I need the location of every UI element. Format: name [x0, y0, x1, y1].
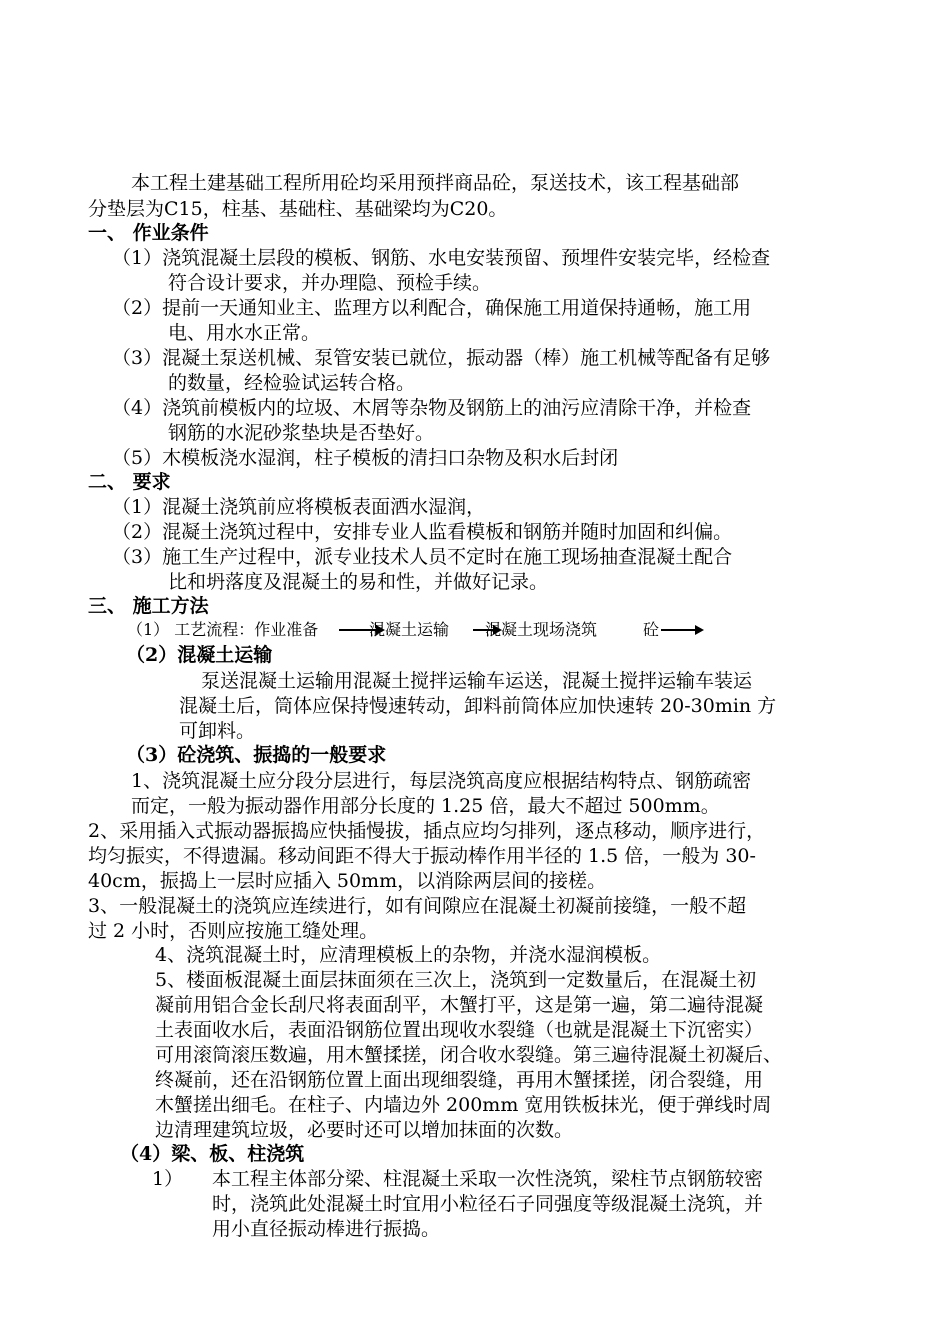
sub4-number: 1） [152, 1168, 184, 1190]
s1-item-5-line-1: （5）木模板浇水湿润，柱子模板的清扫口杂物及积水后封闭 [112, 447, 619, 469]
flow-step-2: 混凝土运输 [369, 620, 450, 639]
sub3-line-5: 40cm，振捣上一层时应插入 50mm，以消除两层间的接槎。 [88, 870, 607, 892]
process-flow [127, 617, 727, 643]
s1-item-3-line-1: （3）混凝土泵送机械、泵管安装已就位，振动器（棒）施工机械等配备有足够 [112, 347, 771, 369]
s1-item-2-line-1: （2）提前一天通知业主、监理方以利配合，确保施工用道保持通畅，施工用 [112, 297, 752, 319]
sub3-line-15: 边清理建筑垃圾，必要时还可以增加抹面的次数。 [155, 1119, 574, 1141]
s2-item-1-line-1: （1）混凝土浇筑前应将模板表面洒水湿润， [112, 496, 486, 518]
flow-label: （1） 工艺流程：作业准备 [127, 620, 319, 639]
flow-arrow-3 [661, 629, 695, 631]
sub3-line-14: 木蟹搓出细毛。在柱子、内墙边外 200mm 宽用铁板抹光，便于弹线时周 [155, 1094, 772, 1116]
intro-line-2: 分垫层为C15，柱基、基础柱、基础梁均为C20。 [88, 198, 508, 220]
s1-item-4-line-1: （4）浇筑前模板内的垃圾、木屑等杂物及钢筋上的油污应清除干净，并检查 [112, 397, 752, 419]
sub3-line-4: 均匀振实，不得遗漏。移动间距不得大于振动棒作用半径的 1.5 倍，一般为 30- [88, 845, 756, 867]
sub2-line-1: 泵送混凝土运输用混凝土搅拌运输车运送，混凝土搅拌运输车装运 [201, 670, 753, 692]
sub-3-heading: （3）砼浇筑、振捣的一般要求 [126, 744, 387, 766]
intro-line-1: 本工程土建基础工程所用砼均采用预拌商品砼，泵送技术，该工程基础部 [131, 172, 740, 194]
sub-4-heading: （4）梁、板、柱浇筑 [120, 1143, 305, 1165]
s2-item-2-line-1: （2）混凝土浇筑过程中，安排专业人监看模板和钢筋并随时加固和纠偏。 [112, 521, 733, 543]
sub3-line-2: 而定，一般为振动器作用部分长度的 1.25 倍，最大不超过 500mm。 [131, 795, 720, 817]
s1-item-1-line-2: 符合设计要求，并办理隐、预检手续。 [168, 272, 492, 294]
sub3-line-6: 3、一般混凝土的浇筑应连续进行，如有间隙应在混凝土初凝前接缝，一般不超 [88, 895, 747, 917]
sub3-line-10: 凝前用铝合金长刮尺将表面刮平，木蟹打平，这是第一遍，第二遍待混凝 [155, 994, 764, 1016]
sub3-line-3: 2、采用插入式振动器振捣应快插慢拔，插点应均匀排列，逐点移动，顺序进行， [88, 820, 766, 842]
s1-item-2-line-2: 电、用水水正常。 [168, 322, 321, 344]
sub3-line-1: 1、浇筑混凝土应分段分层进行，每层浇筑高度应根据结构特点、钢筋疏密 [131, 770, 752, 792]
sub-2-heading: （2）混凝土运输 [126, 644, 273, 666]
section-1-heading: 一、 作业条件 [88, 222, 209, 244]
s2-item-3-line-2: 比和坍落度及混凝土的易和性，并做好记录。 [168, 571, 549, 593]
sub2-line-2: 混凝土后，筒体应保持慢速转动，卸料前筒体应加快速转 20-30min 方 [179, 695, 777, 717]
s1-item-4-line-2: 钢筋的水泥砂浆垫块是否垫好。 [168, 422, 435, 444]
sub4-line-2: 时，浇筑此处混凝土时宜用小粒径石子同强度等级混凝土浇筑，并 [212, 1193, 764, 1215]
s1-item-1-line-1: （1）浇筑混凝土层段的模板、钢筋、水电安装预留、预埋件安装完毕，经检查 [112, 247, 771, 269]
sub4-line-3: 用小直径振动棒进行振捣。 [212, 1218, 441, 1240]
sub2-line-3: 可卸料。 [179, 720, 256, 742]
flow-step-3: 混凝土现场浇筑 [485, 620, 598, 639]
section-2-heading: 二、 要求 [88, 471, 171, 493]
sub3-line-13: 终凝前，还在沿钢筋位置上面出现细裂缝，再用木蟹揉搓，闭合裂缝，用 [155, 1069, 764, 1091]
flow-step-4: 砼 [643, 620, 660, 639]
sub3-line-8: 4、浇筑混凝土时，应清理模板上的杂物，并浇水湿润模板。 [155, 944, 662, 966]
sub3-line-11: 土表面收水后，表面沿钢筋位置出现收水裂缝（也就是混凝土下沉密实） [155, 1019, 764, 1041]
sub3-line-7: 过 2 小时，否则应按施工缝处理。 [88, 920, 379, 942]
flow-arrow-3-head [695, 625, 704, 635]
sub3-line-9: 5、楼面板混凝土面层抹面须在三次上，浇筑到一定数量后，在混凝土初 [155, 969, 757, 991]
section-3-heading: 三、 施工方法 [88, 595, 209, 617]
sub4-line-1: 本工程主体部分梁、柱混凝土采取一次性浇筑，梁柱节点钢筋较密 [212, 1168, 764, 1190]
sub3-line-12: 可用滚筒滚压数遍，用木蟹揉搓，闭合收水裂缝。第三遍待混凝土初凝后、 [155, 1044, 783, 1066]
s2-item-3-line-1: （3）施工生产过程中，派专业技术人员不定时在施工现场抽查混凝土配合 [112, 546, 733, 568]
s1-item-3-line-2: 的数量，经检验试运转合格。 [168, 372, 416, 394]
